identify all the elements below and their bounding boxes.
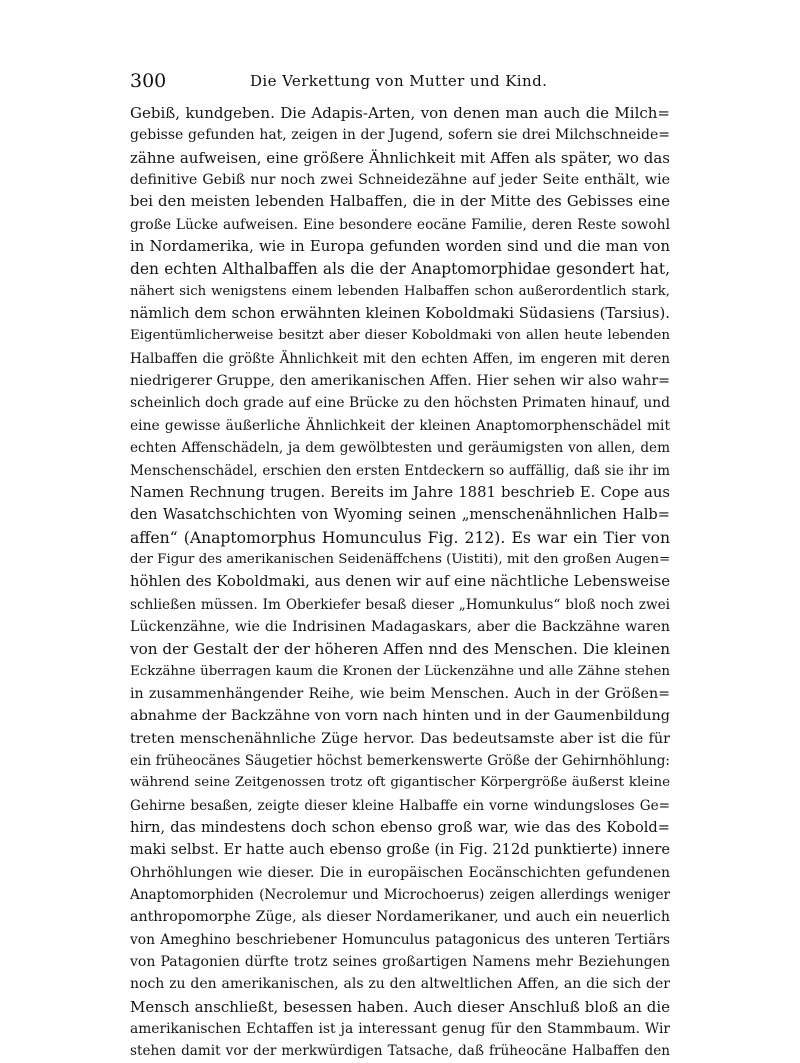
text-line: in zusammenhängender Reihe, wie beim Menschen. Auch in der Größen= [130, 685, 670, 702]
page-header [130, 70, 670, 94]
text-line: schließen müssen. Im Oberkiefer besaß dieser „Homunkulus“ bloß noch zwei [130, 596, 670, 613]
text-line: Halbaffen die größte Ähnlichkeit mit den echten Affen, im engeren mit deren [130, 350, 670, 367]
text-line: bei den meisten lebenden Halbaffen, die in der Mitte des Gebisses eine [130, 193, 670, 211]
text-line: maki selbst. Er hatte auch ebenso große (in Fig. 212d punktierte) innere [130, 841, 670, 859]
text-line: von Patagonien dürfte trotz seines großartigen Namens mehr Beziehungen [130, 954, 670, 971]
text-line: Gebiß, kundgeben. Die Adapis-Arten, von denen man auch die Milch= [130, 104, 670, 122]
text-line: große Lücke aufweisen. Eine besondere eocäne Familie, deren Reste sowohl [130, 216, 670, 233]
text-line: scheinlich doch grade auf eine Brücke zu den höchsten Primaten hinauf, und [130, 395, 670, 412]
text-line: von der Gestalt der der höheren Affen nnd des Menschen. Die kleinen [130, 640, 670, 659]
text-line: affen“ (Anaptomorphus Homunculus Fig. 212). Es war ein Tier von [130, 528, 670, 547]
text-line: nämlich dem schon erwähnten kleinen Koboldmaki Südasiens (Tarsius). [130, 305, 670, 323]
text-line: während seine Zeitgenossen trotz oft gigantischer Körpergröße äußerst kleine [130, 775, 670, 791]
page-number: 300 [130, 70, 167, 92]
running-title: Die Verkettung von Mutter und Kind. [250, 72, 548, 90]
text-line: hirn, das mindestens doch schon ebenso groß war, wie das des Kobold= [130, 819, 670, 836]
text-line: abnahme der Backzähne von vorn nach hinten und in der Gaumenbildung [130, 708, 670, 725]
text-line: Ohrhöhlungen wie dieser. Die in europäischen Eocänschichten gefundenen [130, 864, 670, 881]
text-line: echten Affenschädeln, ja dem gewölbtesten und geräumigsten von allen, dem [130, 440, 670, 457]
text-line: Gehirne besaßen, zeigte dieser kleine Halbaffe ein vorne windungsloses Ge= [130, 797, 670, 814]
text-line: von Ameghino beschriebener Homunculus patagonicus des unteren Tertiärs [130, 931, 670, 948]
text-line: nähert sich wenigstens einem lebenden Halbaffen schon außerordentlich stark, [130, 283, 670, 299]
text-line: Menschenschädel, erschien den ersten Entdeckern so auffällig, daß sie ihr im [130, 462, 670, 479]
text-line: der Figur des amerikanischen Seidenäffchens (Uistiti), mit den großen Augen= [130, 551, 670, 567]
text-line: ein früheocänes Säugetier höchst bemerkenswerte Größe der Gehirnhöhlung: [130, 752, 670, 769]
text-line: den echten Althalbaffen als die der Anaptomorphidae gesondert hat, [130, 260, 670, 279]
text-line: zähne aufweisen, eine größere Ähnlichkeit mit Affen als später, wo das [130, 148, 670, 167]
text-line: eine gewisse äußerliche Ähnlichkeit der kleinen Anaptomorphenschädel mit [130, 417, 670, 434]
text-line: Eigentümlicherweise besitzt aber dieser Koboldmaki von allen heute lebenden [130, 328, 670, 344]
text-line: Mensch anschließt, besessen haben. Auch dieser Anschluß bloß an die [130, 997, 670, 1016]
text-line: Eckzähne überragen kaum die Kronen der Lückenzähne und alle Zähne stehen [130, 663, 670, 679]
text-line: den Wasatchschichten von Wyoming seinen „menschenähnlichen Halb= [130, 506, 670, 524]
text-line: treten menschenähnliche Züge hervor. Das bedeutsamste aber ist die für [130, 730, 670, 747]
text-line: Anaptomorphiden (Necrolemur und Microchoerus) zeigen allerdings weniger [130, 887, 670, 904]
text-line: amerikanischen Echtaffen ist ja interessant genug für den Stammbaum. Wir [130, 1021, 670, 1038]
text-line: definitive Gebiß nur noch zwei Schneidezähne auf jeder Seite enthält, wie [130, 172, 670, 189]
text-line: anthropomorphe Züge, als dieser Nordamerikaner, und auch ein neuerlich [130, 909, 670, 926]
body-text [130, 102, 670, 1063]
text-line: noch zu den amerikanischen, als zu den altweltlichen Affen, an die sich der [130, 976, 670, 993]
text-line: stehen damit vor der merkwürdigen Tatsache, daß früheocäne Halbaffen den [130, 1043, 670, 1060]
text-line: höhlen des Koboldmaki, aus denen wir auf eine nächtliche Lebensweise [130, 573, 670, 591]
text-line: gebisse gefunden hat, zeigen in der Jugend, sofern sie drei Milchschneide= [130, 127, 670, 144]
text-line: in Nordamerika, wie in Europa gefunden worden sind und die man von [130, 238, 670, 256]
text-line: niedrigerer Gruppe, den amerikanischen Affen. Hier sehen wir also wahr= [130, 373, 670, 390]
text-line: Namen Rechnung trugen. Bereits im Jahre 1881 beschrieb E. Cope aus [130, 483, 670, 501]
text-line: Lückenzähne, wie die Indrisinen Madagaskars, aber die Backzähne waren [130, 618, 670, 635]
